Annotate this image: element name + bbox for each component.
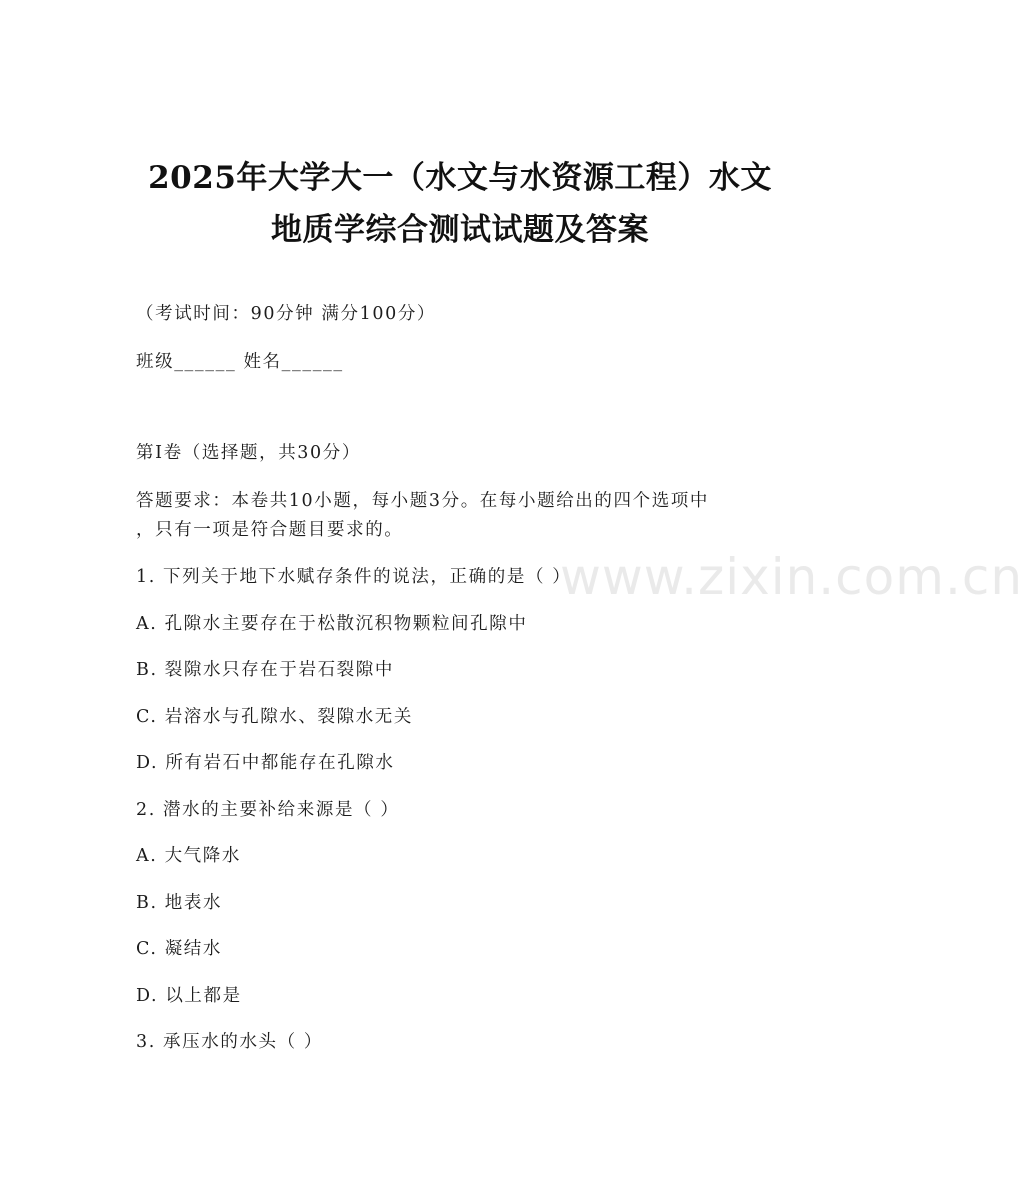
question-2-option-a: A. 大气降水 xyxy=(136,846,241,866)
question-2-stem: 2. 潜水的主要补给来源是（ ） xyxy=(136,800,400,820)
question-2-option-c: C. 凝结水 xyxy=(136,939,222,959)
question-2-option-b: B. 地表水 xyxy=(136,893,223,913)
question-1-option-d: D. 所有岩石中都能存在孔隙水 xyxy=(136,753,395,773)
instructions-line-1: 答题要求：本卷共10小题，每小题3分。在每小题给出的四个选项中 xyxy=(136,491,709,511)
question-2-option-d: D. 以上都是 xyxy=(136,986,242,1006)
document-title-line-1: 2025年大学大一（水文与水资源工程）水文 xyxy=(148,160,772,196)
question-3-stem: 3. 承压水的水头（ ） xyxy=(136,1032,324,1052)
question-1-option-c: C. 岩溶水与孔隙水、裂隙水无关 xyxy=(136,707,413,727)
question-1-option-a: A. 孔隙水主要存在于松散沉积物颗粒间孔隙中 xyxy=(136,614,528,634)
document-title-line-2: 地质学综合测试试题及答案 xyxy=(271,212,649,248)
exam-time-and-score: （考试时间：90分钟 满分100分） xyxy=(136,304,437,324)
question-1-stem: 1. 下列关于地下水赋存条件的说法，正确的是（ ） xyxy=(136,567,572,587)
class-and-name-fields: 班级______ 姓名______ xyxy=(136,352,344,372)
section-heading: 第I卷（选择题，共30分） xyxy=(136,443,361,463)
instructions-line-2: ，只有一项是符合题目要求的。 xyxy=(136,520,404,540)
question-1-option-b: B. 裂隙水只存在于岩石裂隙中 xyxy=(136,660,394,680)
watermark: www.zixin.com.cn xyxy=(560,548,1023,606)
